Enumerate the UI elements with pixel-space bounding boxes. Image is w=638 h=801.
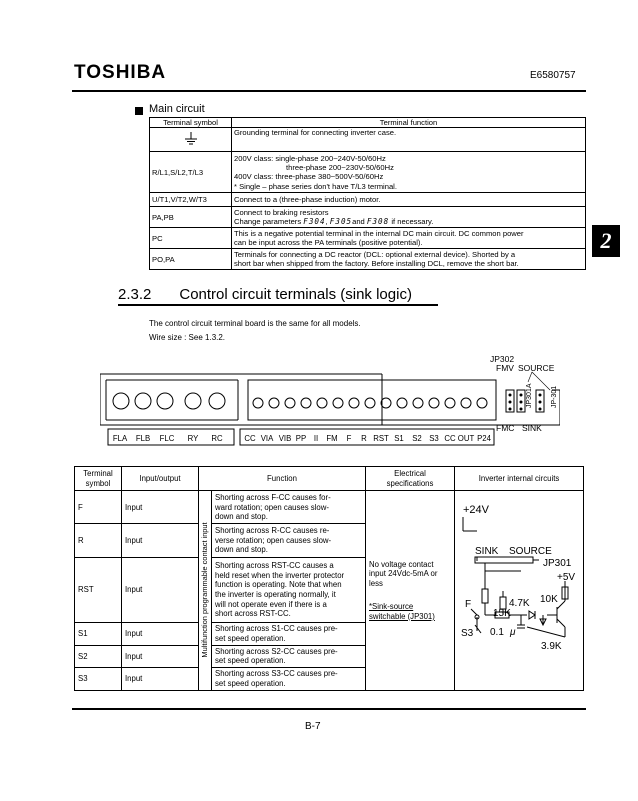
terminal-function <box>232 249 586 270</box>
jp301-label: JP301 <box>543 558 572 570</box>
header-terminal-symbol: Terminal symbol <box>150 118 232 128</box>
group-label: Multifunction programmable contact input <box>200 522 210 659</box>
section-rule <box>118 304 438 306</box>
intro-text: The control circuit terminal board is the same for all models. <box>149 319 361 328</box>
function-line: 200V class: single-phase 200~240V-50/60Hz <box>234 153 386 163</box>
footer-rule <box>72 708 586 710</box>
function-cell: Shorting across RST-CC causes a held reset when the inverter protector function is operating. Note that when the inverter is operating normally, it will not operate even if there is a short across RST-CC. <box>212 557 366 622</box>
terminal-label: CC <box>444 434 456 443</box>
chapter-tab: 2 <box>592 225 620 257</box>
jumper-block <box>506 390 544 412</box>
function-line: * Single – phase series don't have T/L3 terminal. <box>234 181 397 191</box>
io-type: Input <box>122 623 199 646</box>
r15k-label: 15K <box>493 608 511 620</box>
header-internal-circuits: Inverter internal circuits <box>455 467 584 491</box>
source-label: SOURCE <box>518 363 555 373</box>
io-type: Input <box>122 668 199 691</box>
header-function: Function <box>199 467 366 491</box>
jp301a-label: JP301A <box>526 383 533 408</box>
function-line: can be input across the PA terminals (positive potential). <box>234 238 423 248</box>
terminal-label: S1 <box>394 434 404 443</box>
io-type: Input <box>122 645 199 668</box>
c01-label: 0.1 <box>490 627 504 639</box>
terminal-label: RST <box>373 434 389 443</box>
param-f305: F305 <box>329 217 353 227</box>
terminal-label: RY <box>187 434 199 443</box>
ground-function: Grounding terminal for connecting inverter case. <box>232 128 586 152</box>
param-f304: F304 <box>303 217 326 227</box>
v24-label: +24V <box>463 504 489 517</box>
terminal-strip <box>248 380 496 420</box>
io-type: Input <box>122 557 199 622</box>
terminal-label: R <box>361 434 367 443</box>
page-number: B-7 <box>305 721 321 732</box>
terminal-label: FM <box>326 434 338 443</box>
large-terminal-screws <box>113 393 225 409</box>
terminal-symbol: R/L1,S/L2,T/L3 <box>150 152 232 193</box>
function-cell: Shorting across S2-CC causes pre- set speed operation. <box>212 645 366 668</box>
terminal-label: P24 <box>477 434 491 443</box>
terminal-label: FLA <box>112 434 128 443</box>
ground-symbol-cell <box>150 128 232 152</box>
small-terminal-screws <box>253 398 487 408</box>
terminal-label: VIA <box>260 434 274 443</box>
ground-icon <box>185 132 197 145</box>
terminal-symbol: RST <box>75 557 122 622</box>
group-label-cell <box>199 491 212 691</box>
function-line: This is a negative potential terminal in the internal DC main circuit. DC common power <box>234 229 524 238</box>
function-cell: Shorting across F-CC causes for- ward rotation; open causes slow- down and stop. <box>212 491 366 524</box>
terminal-symbol: PO,PA <box>150 249 232 270</box>
control-terminal-table <box>74 466 584 691</box>
terminal-symbol: S2 <box>75 645 122 668</box>
param-f308: F308 <box>366 217 390 227</box>
terminal-symbol: PA,PB <box>150 207 232 228</box>
terminal-function <box>232 207 586 228</box>
header-electrical: Electrical specifications <box>366 467 455 491</box>
header-input-output: Input/output <box>122 467 199 491</box>
r39k-label: 3.9K <box>541 641 562 653</box>
terminal-board-diagram <box>100 350 560 450</box>
header-terminal-symbol: Terminal symbol <box>75 467 122 491</box>
jp301-label: JP-301 <box>551 385 558 408</box>
terminal-label: II <box>313 434 319 443</box>
header-rule <box>72 90 586 92</box>
terminal-label: S2 <box>412 434 422 443</box>
terminal-label: FLB <box>135 434 151 443</box>
v5-label: +5V <box>557 572 576 584</box>
function-line: Terminals for connecting a DC reactor (DCL: optional external device). Shorted by a <box>234 250 516 259</box>
terminal-label: CC <box>244 434 256 443</box>
jp302-label: JP302 <box>490 354 515 364</box>
function-line: Connect to braking resistors <box>234 208 329 217</box>
circuit-wiring <box>461 517 568 640</box>
terminal-label: PP <box>295 434 307 443</box>
function-cell: Shorting across R-CC causes re- verse rotation; open causes slow- down and stop. <box>212 524 366 557</box>
function-cell: Shorting across S3-CC causes pre- set speed operation. <box>212 668 366 691</box>
bullet-icon <box>135 107 143 115</box>
sink-label: SINK <box>522 423 542 433</box>
micro-label: μ <box>510 627 516 639</box>
wire-size-text: Wire size : See 1.3.2. <box>149 333 226 342</box>
terminal-label: S3 <box>429 434 439 443</box>
io-type: Input <box>122 524 199 557</box>
function-line: Change parameters F304, F305and F308 if necessary. <box>234 217 434 227</box>
function-line: 400V class: three-phase 380~500V-50/60Hz <box>234 172 384 182</box>
terminal-symbol: U/T1,V/T2,W/T3 <box>150 193 232 207</box>
terminal-function <box>232 228 586 249</box>
internal-circuit-diagram <box>455 491 581 687</box>
terminal-label: F <box>346 434 352 443</box>
source-label: SOURCE <box>509 546 552 558</box>
main-circuit-label: Main circuit <box>149 103 205 115</box>
fmv-label: FMV <box>496 363 514 373</box>
r10k-label: 10K <box>540 594 558 606</box>
terminal-function: Connect to a (three-phase induction) motor. <box>232 193 586 207</box>
f-label: F <box>465 599 472 611</box>
fmc-label: FMC <box>496 423 515 433</box>
function-line: short bar when shipped from the factory. Before installing DCL, remove the short bar. <box>234 259 519 269</box>
s3-label: S3 <box>461 628 474 640</box>
terminal-label: FLC <box>159 434 175 443</box>
sink-label: SINK <box>475 546 499 558</box>
terminal-label: VIB <box>278 434 292 443</box>
function-line: three-phase 200~230V-50/60Hz <box>286 163 394 172</box>
brand-logo: TOSHIBA <box>74 62 167 83</box>
board-outline <box>100 374 560 425</box>
circuit-cell <box>455 491 584 691</box>
section-heading: 2.3.2 Control circuit terminals (sink logic) <box>118 286 412 303</box>
function-cell: Shorting across S1-CC causes pre- set speed operation. <box>212 623 366 646</box>
terminal-label: OUT <box>457 434 475 443</box>
terminal-function <box>232 152 586 193</box>
r47k-label: 4.7K <box>509 598 530 610</box>
terminal-symbol: PC <box>150 228 232 249</box>
terminal-symbol: S1 <box>75 623 122 646</box>
terminal-symbol: R <box>75 524 122 557</box>
terminal-symbol: F <box>75 491 122 524</box>
io-type: Input <box>122 491 199 524</box>
terminal-label: RC <box>211 434 223 443</box>
document-number: E6580757 <box>530 70 576 81</box>
terminal-symbol: S3 <box>75 668 122 691</box>
header-terminal-function: Terminal function <box>232 118 586 128</box>
main-circuit-table <box>149 117 586 270</box>
electrical-spec-cell: No voltage contact input 24Vdc-5mA or less *Sink-source switchable (JP301) <box>366 491 455 691</box>
